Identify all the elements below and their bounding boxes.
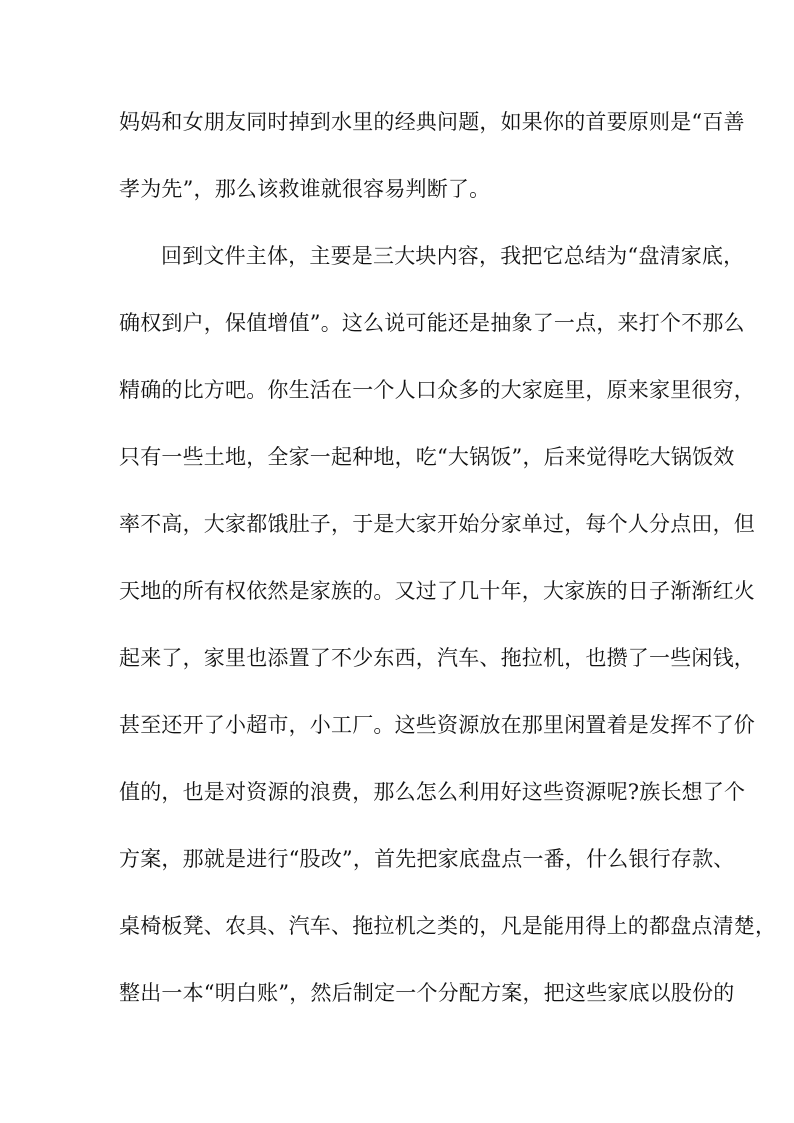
text-line	[0, 908, 794, 944]
text-line-content: 率不高，大家都饿肚子，于是大家开始分家单过，每个人分点田，但	[119, 512, 755, 536]
text-line-content: 只有一些土地，全家一起种地，吃“大锅饭”，后来觉得吃大锅饭效	[119, 445, 735, 469]
paragraph-first-line	[0, 238, 794, 274]
text-line	[0, 104, 794, 140]
text-line-content: 甚至还开了小超市，小工厂。这些资源放在那里闲置着是发挥不了价	[119, 713, 755, 737]
text-line-content: 天地的所有权依然是家族的。又过了几十年，大家族的日子渐渐红火	[119, 579, 755, 603]
text-line-content: 桌椅板凳、农具、汽车、拖拉机之类的，凡是能用得上的都盘点清楚，	[119, 914, 777, 938]
text-line-content: 确权到户，保值增值”。这么说可能还是抽象了一点，来打个不那么	[119, 311, 745, 335]
text-line	[0, 506, 794, 542]
text-line	[0, 372, 794, 408]
text-line	[0, 640, 794, 676]
text-line-content: 精确的比方吧。你生活在一个人口众多的大家庭里，原来家里很穷，	[119, 378, 755, 402]
text-line	[0, 975, 794, 1011]
text-line-content: 起来了，家里也添置了不少东西，汽车、拖拉机，也攒了一些闲钱，	[119, 646, 755, 670]
text-line	[0, 707, 794, 743]
text-line	[0, 774, 794, 810]
text-line-content: 妈妈和女朋友同时掉到水里的经典问题，如果你的首要原则是“百善	[119, 110, 745, 134]
text-line-content: 方案，那就是进行“股改”，首先把家底盘点一番，什么银行存款、	[119, 847, 735, 871]
text-line	[0, 439, 794, 475]
text-line-content: 回到文件主体，主要是三大块内容，我把它总结为“盘清家底，	[161, 244, 745, 268]
text-line-content: 整出一本“明白账”，然后制定一个分配方案，把这些家底以股份的	[119, 981, 735, 1005]
text-line	[0, 573, 794, 609]
text-line-content: 孝为先”，那么该救谁就很容易判断了。	[119, 177, 491, 201]
text-line	[0, 841, 794, 877]
text-line	[0, 305, 794, 341]
text-line	[0, 171, 794, 207]
text-line-content: 值的，也是对资源的浪费，那么怎么利用好这些资源呢?族长想了个	[119, 780, 746, 804]
